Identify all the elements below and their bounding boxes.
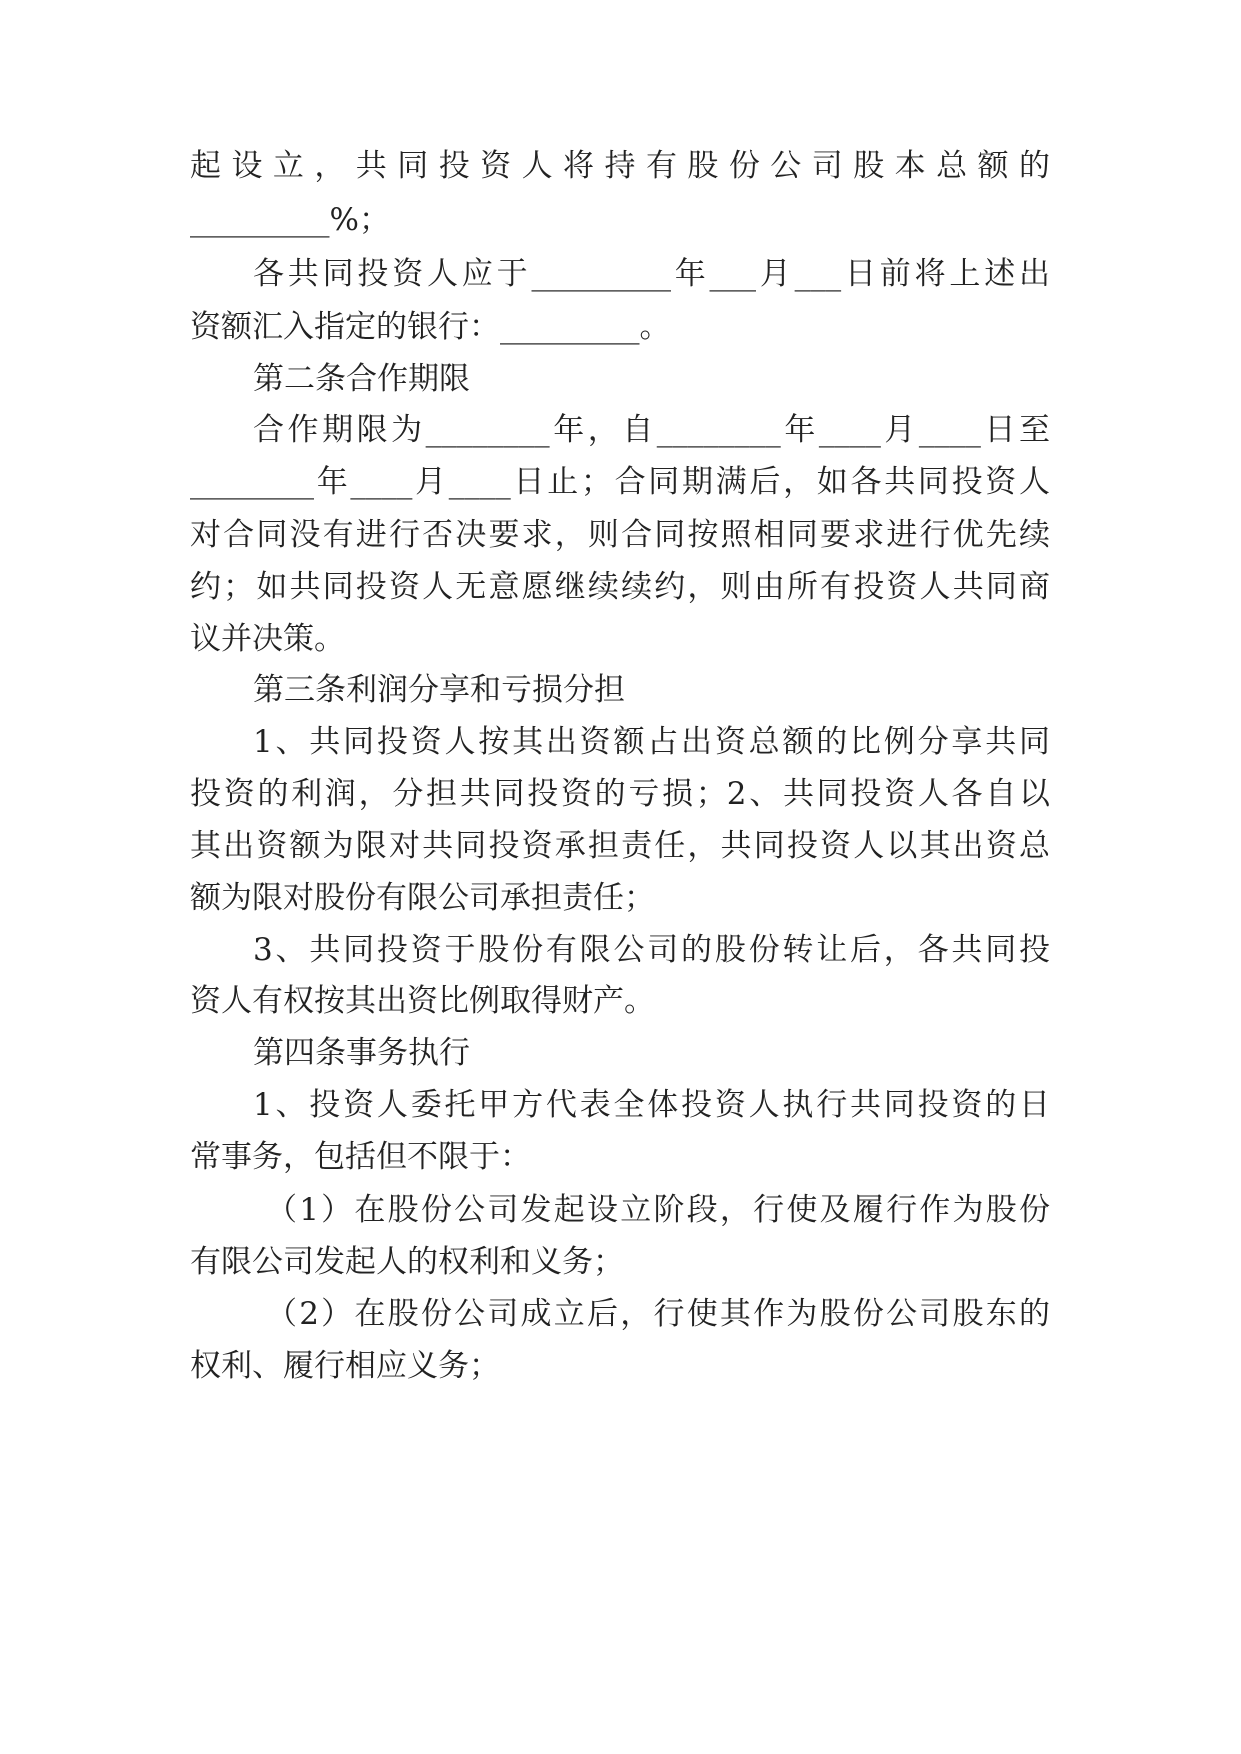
paragraph-line: 资人有权按其出资比例取得财产。 bbox=[190, 983, 655, 1019]
paragraph-line: _________%； bbox=[190, 202, 390, 238]
paragraph-line: 1、投资人委托甲方代表全体投资人执行共同投资的日 bbox=[253, 1087, 1050, 1123]
section-heading: 第三条利润分享和亏损分担 bbox=[253, 672, 625, 708]
paragraph-line: 常事务，包括但不限于： bbox=[190, 1139, 531, 1175]
paragraph-line: 起设立，共同投资人将持有股份公司股本总额的 bbox=[190, 148, 1050, 184]
paragraph-line: 议并决策。 bbox=[190, 621, 345, 657]
paragraph-line: 其出资额为限对共同投资承担责任，共同投资人以其出资总 bbox=[190, 828, 1050, 864]
paragraph-line: 约；如共同投资人无意愿继续续约，则由所有投资人共同商 bbox=[190, 569, 1050, 605]
paragraph-line: 投资的利润，分担共同投资的亏损；2、共同投资人各自以 bbox=[190, 776, 1050, 812]
paragraph-line: （2）在股份公司成立后，行使其作为股份公司股东的 bbox=[266, 1296, 1050, 1332]
paragraph-line: （1）在股份公司发起设立阶段，行使及履行作为股份 bbox=[266, 1192, 1050, 1228]
paragraph-line: 1、共同投资人按其出资额占出资总额的比例分享共同 bbox=[253, 724, 1050, 760]
paragraph-line: 各共同投资人应于_________年___月___日前将上述出 bbox=[253, 256, 1050, 292]
paragraph-line: 资额汇入指定的银行：_________。 bbox=[190, 309, 671, 345]
paragraph-line: ________年____月____日止；合同期满后，如各共同投资人 bbox=[190, 464, 1050, 500]
paragraph-line: 3、共同投资于股份有限公司的股份转让后，各共同投 bbox=[253, 932, 1050, 968]
paragraph-line: 权利、履行相应义务； bbox=[190, 1348, 500, 1384]
section-heading: 第四条事务执行 bbox=[253, 1035, 470, 1071]
paragraph-line: 对合同没有进行否决要求，则合同按照相同要求进行优先续 bbox=[190, 517, 1050, 553]
paragraph-line: 有限公司发起人的权利和义务； bbox=[190, 1244, 624, 1280]
paragraph-line: 合作期限为________年，自________年____月____日至 bbox=[253, 412, 1050, 448]
paragraph-line: 额为限对股份有限公司承担责任； bbox=[190, 880, 655, 916]
section-heading: 第二条合作期限 bbox=[253, 361, 470, 397]
